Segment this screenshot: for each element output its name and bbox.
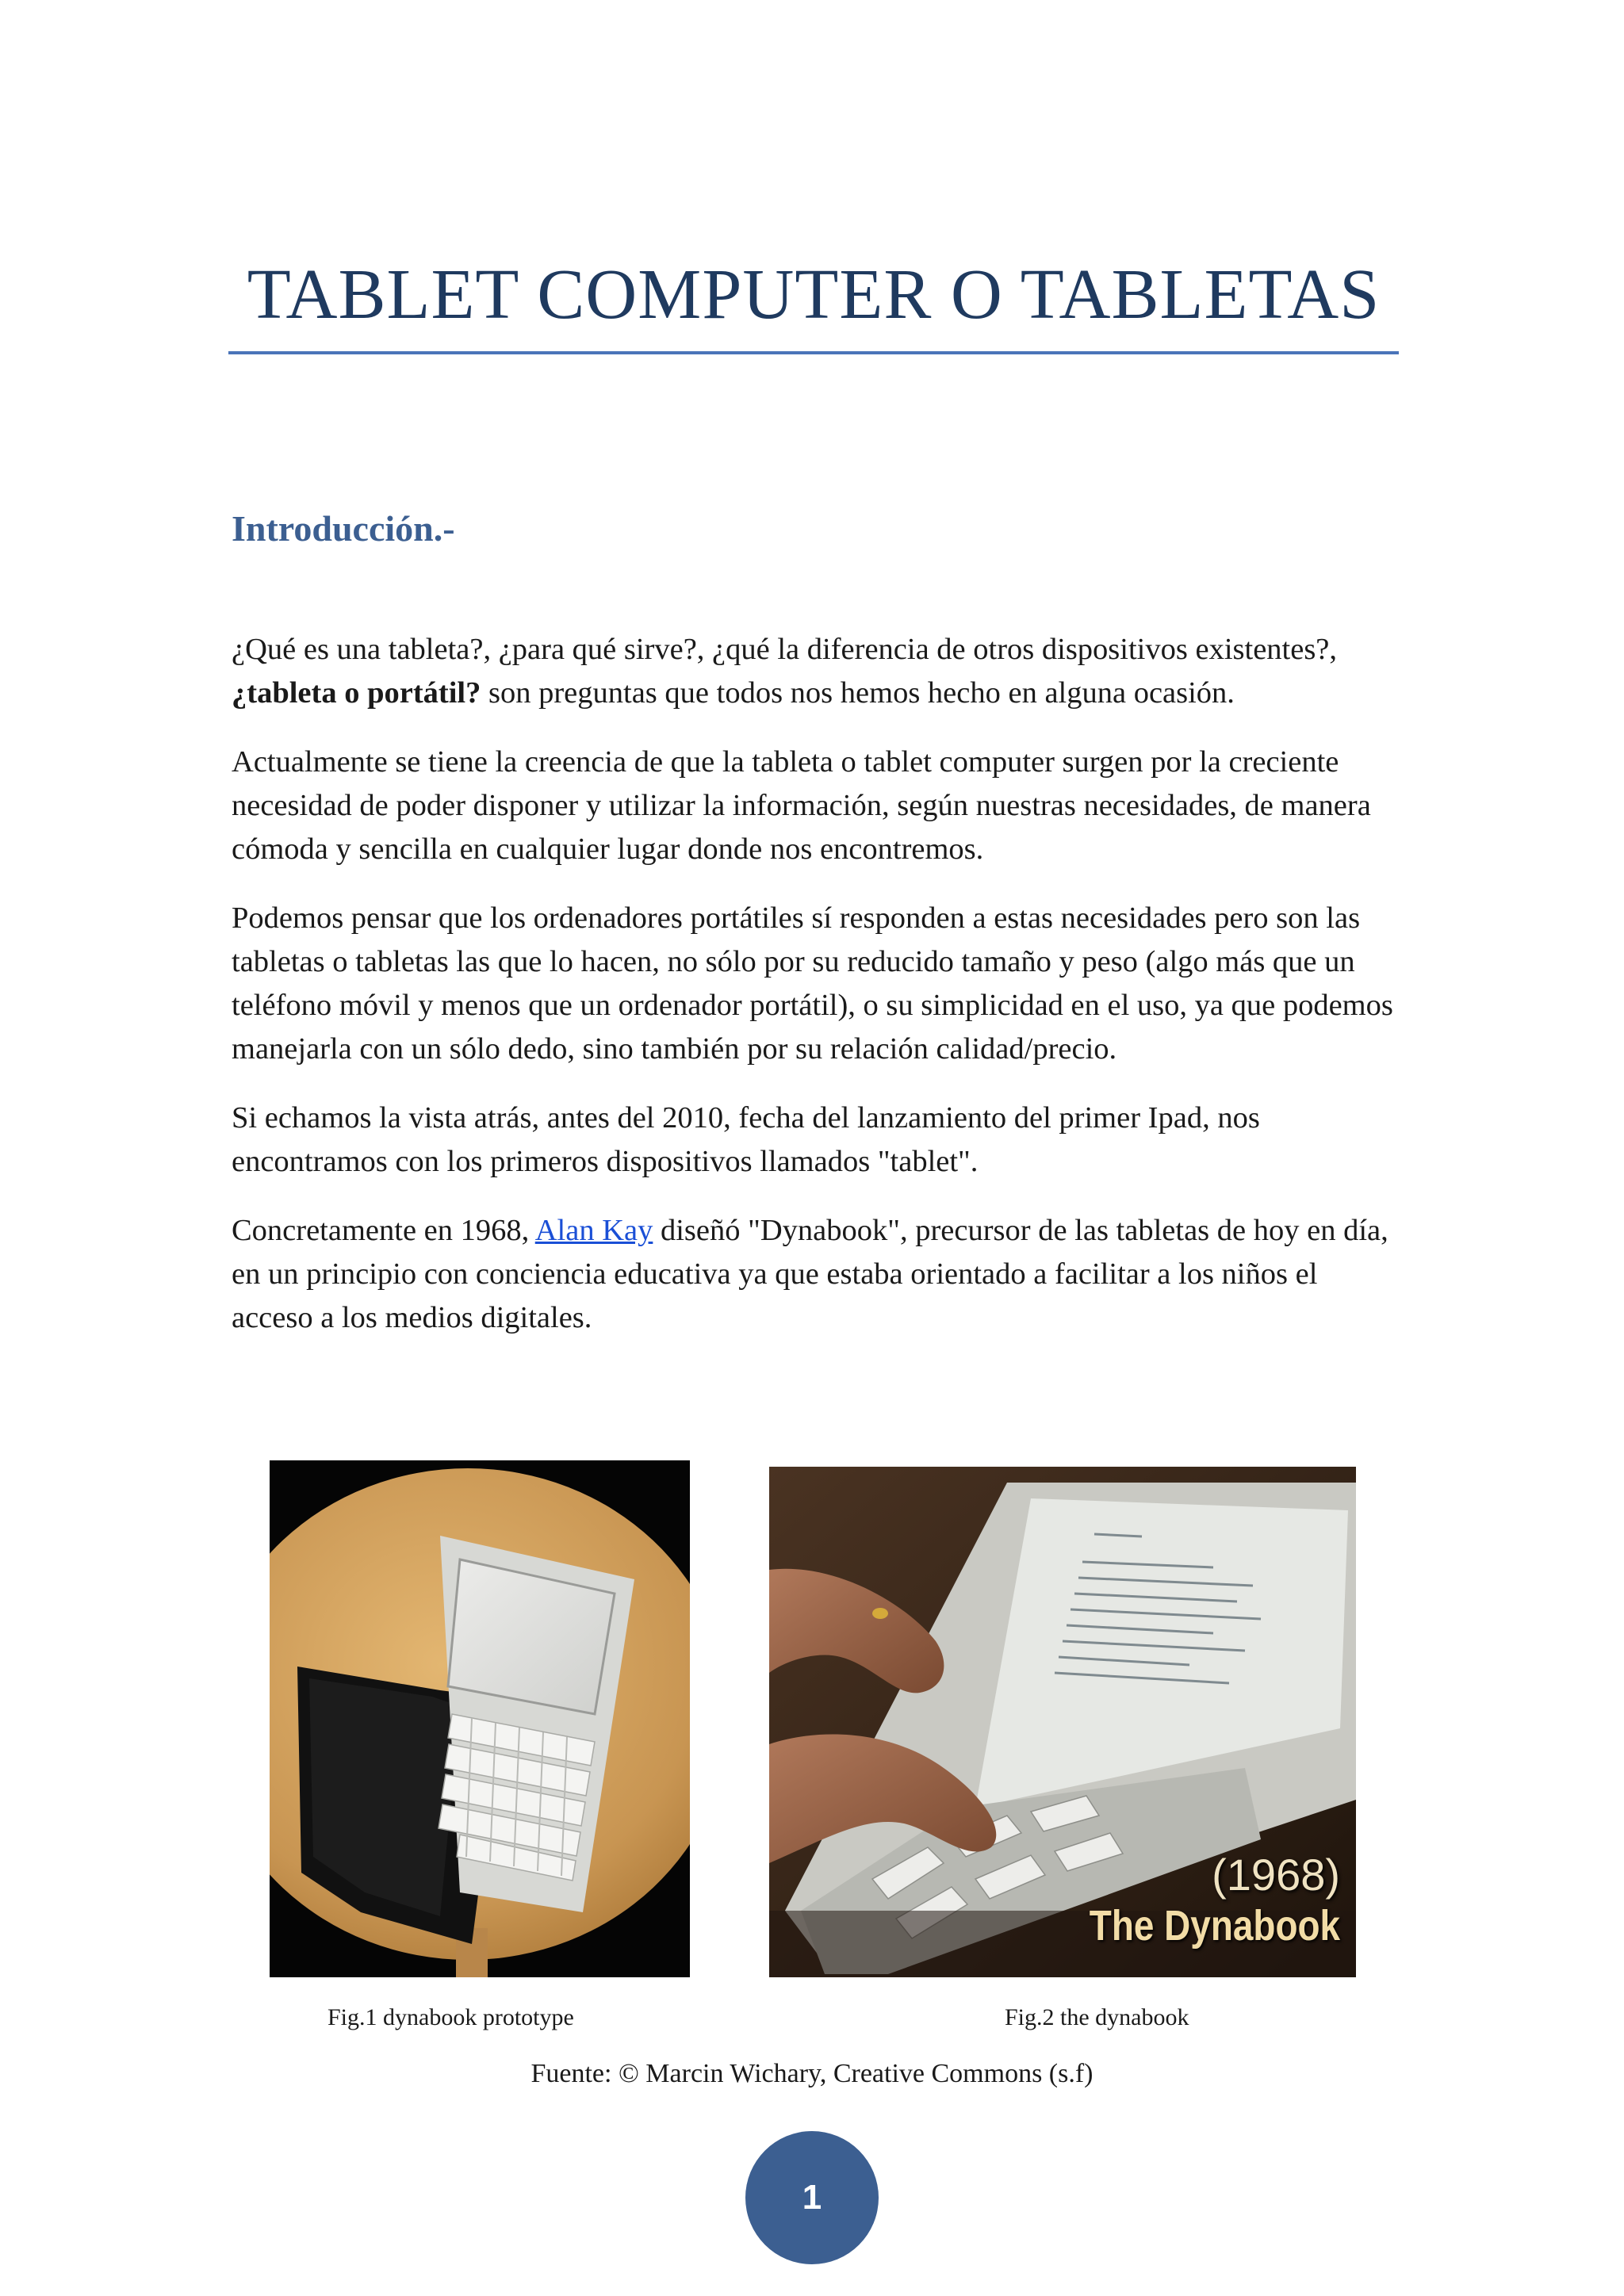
title-underline <box>228 351 1399 354</box>
paragraph-2: Actualmente se tiene la creencia de que la tableta o tablet computer surgen por la creciente necesidad de poder disponer y utilizar la información, según nuestras necesidades, de manera cómoda y sencilla en cualquier lugar donde nos encontremos. <box>232 745 1371 866</box>
alan-kay-link[interactable]: Alan Kay <box>534 1214 653 1247</box>
figure-2-dynabook-image <box>769 1467 1356 1977</box>
body-text <box>232 628 1404 1365</box>
paragraph-5 <box>232 1209 1404 1340</box>
figure-1-caption: Fig.1 dynabook prototype <box>327 2004 574 2030</box>
figure-1-dynabook-prototype-image <box>270 1460 690 1977</box>
paragraph-1 <box>232 628 1404 715</box>
paragraph-3: Podemos pensar que los ordenadores portátiles sí responden a estas necesidades pero son las tabletas o tabletas las que lo hacen, no sólo por su reducido tamaño y peso (algo más que un teléfono móvil y menos que un ordenador portátil), o su simplicidad en el uso, ya que podemos manejarla con un sólo dedo, sino también por su relación calidad/precio. <box>232 901 1393 1066</box>
paragraph-4: Si echamos la vista atrás, antes del 2010, fecha del lanzamiento del primer Ipad, nos encontramos con los primeros dispositivos llamados "tablet". <box>232 1101 1260 1178</box>
figure-2-overlay-title: The Dynabook <box>1089 1902 1340 1950</box>
paragraph-1-bold: ¿tableta o portátil? <box>232 676 481 710</box>
source-credit: Fuente: © Marcin Wichary, Creative Commons (s.f) <box>530 2059 1094 2088</box>
figure-1-illustration <box>270 1460 690 1977</box>
paragraph-5-text-a: Concretamente en 1968, <box>232 1214 535 1247</box>
paragraph-1-text-b: son preguntas que todos nos hemos hecho en alguna ocasión. <box>481 676 1235 710</box>
figure-2-overlay-year: (1968) <box>1212 1850 1340 1900</box>
figure-2-caption: Fig.2 the dynabook <box>1005 2004 1189 2030</box>
paragraph-5-text-b: diseñó "Dynabook", precursor de las tabletas de hoy en día, en un principio con conciencia educativa ya que estaba orientado a facilitar a los niños el acceso a los medios digitales. <box>232 1214 1388 1334</box>
paragraph-1-text-a: ¿Qué es una tableta?, ¿para qué sirve?, ¿qué la diferencia de otros dispositivos existentes?, <box>232 633 1338 666</box>
document-title: TABLET COMPUTER O TABLETAS <box>247 255 1381 334</box>
page-number-badge <box>745 2131 879 2264</box>
page-number: 1 <box>802 2178 822 2217</box>
section-heading: Introducción.- <box>232 508 455 549</box>
